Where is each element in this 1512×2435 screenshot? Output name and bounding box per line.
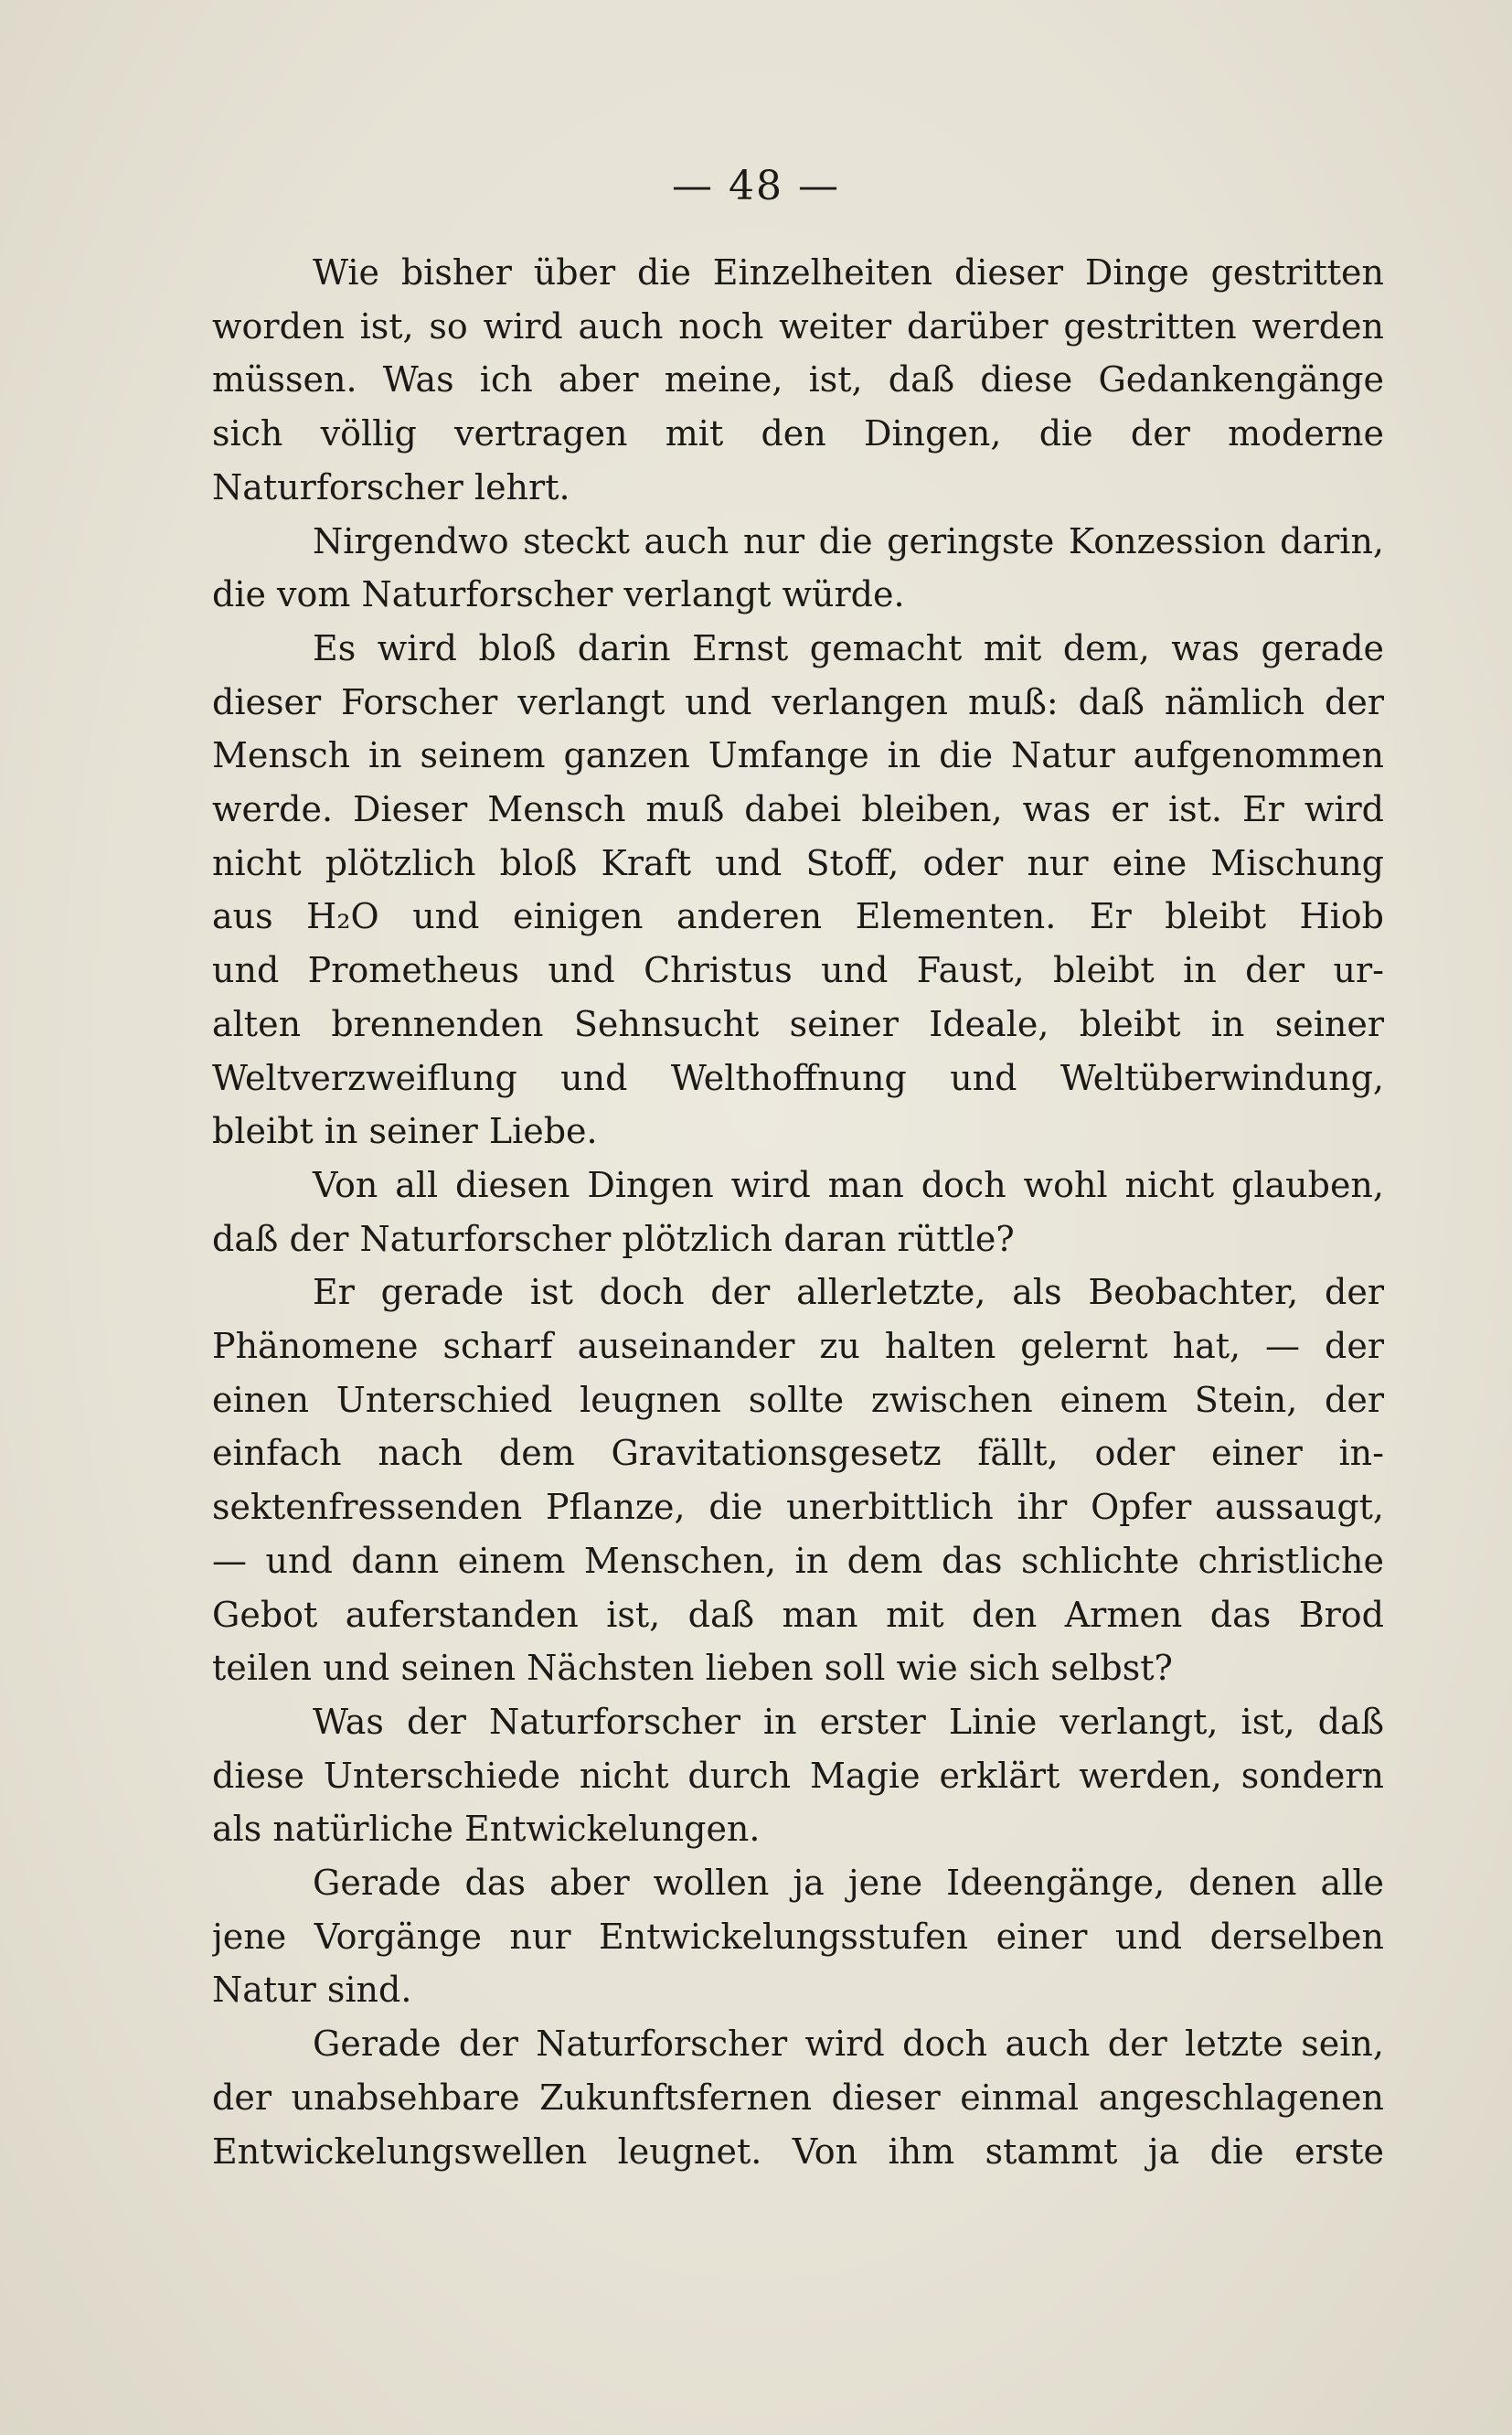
text-line: Nirgendwo steckt auch nur die geringste Konzession darin, [313,521,1384,561]
text-line: diese Unterschiede nicht durch Magie erklärt werden, sondern [212,1756,1384,1796]
text-line: Von all diesen Dingen wird man doch wohl nicht glauben, [313,1165,1384,1205]
text-line: Weltverzweiflung und Welthoffnung und Weltüberwindung, [212,1058,1384,1098]
text-line: Er gerade ist doch der allerletzte, als Beobachter, der [313,1272,1384,1312]
text-line: Phänomene scharf auseinander zu halten gelernt hat, — der [212,1326,1384,1366]
text-line: sektenfressenden Pflanze, die unerbittlich ihr Opfer aussaugt, [212,1487,1384,1527]
text-line: alten brennenden Sehnsucht seiner Ideale, bleibt in seiner [212,1004,1384,1044]
text-line: Natur sind. [212,1970,412,2010]
text-line: teilen und seinen Nächsten lieben soll wie sich selbst? [212,1648,1173,1688]
text-line: bleibt in seiner Liebe. [212,1111,598,1151]
text-line: jene Vorgänge nur Entwickelungsstufen einer und derselben [212,1917,1384,1957]
text-line: und Prometheus und Christus und Faust, bleibt in der ur- [212,950,1384,990]
text-line: als natürliche Entwickelungen. [212,1809,761,1849]
text-line: — und dann einem Menschen, in dem das schlichte christliche [212,1541,1384,1581]
page-number: — 48 — [672,163,840,209]
text-line: worden ist, so wird auch noch weiter darüber gestritten werden [212,306,1384,347]
text-line: der unabsehbare Zukunftsfernen dieser einmal angeschlagenen [212,2077,1384,2118]
text-line: Es wird bloß darin Ernst gemacht mit dem, was gerade [313,628,1384,668]
text-line: sich völlig vertragen mit den Dingen, die der moderne [212,413,1384,454]
text-line: einen Unterschied leugnen sollte zwischen einem Stein, der [212,1380,1384,1420]
text-line: aus H₂O und einigen anderen Elementen. Er bleibt Hiob [212,896,1384,936]
text-line: Mensch in seinem ganzen Umfange in die Natur aufgenommen [212,735,1384,775]
text-line: die vom Naturforscher verlangt würde. [212,574,905,614]
text-line: werde. Dieser Mensch muß dabei bleiben, was er ist. Er wird [212,789,1384,829]
text-line: dieser Forscher verlangt und verlangen muß: daß nämlich der [212,682,1384,722]
text-line: müssen. Was ich aber meine, ist, daß diese Gedankengänge [212,359,1384,400]
text-line: Was der Naturforscher in erster Linie verlangt, ist, daß [313,1702,1384,1742]
text-line: einfach nach dem Gravitationsgesetz fällt, oder einer in- [212,1433,1384,1473]
text-line: nicht plötzlich bloß Kraft und Stoff, oder nur eine Mischung [212,843,1384,883]
text-line: Wie bisher über die Einzelheiten dieser Dinge gestritten [313,252,1384,293]
text-line: daß der Naturforscher plötzlich daran rüttle? [212,1219,1015,1259]
text-line: Entwickelungswellen leugnet. Von ihm stammt ja die erste [212,2131,1384,2172]
text-line: Gerade das aber wollen ja jene Ideengänge, denen alle [313,1863,1384,1903]
text-line: Naturforscher lehrt. [212,467,570,507]
text-line: Gebot auferstanden ist, daß man mit den Armen das Brod [212,1595,1384,1635]
text-line: Gerade der Naturforscher wird doch auch der letzte sein, [313,2024,1384,2064]
